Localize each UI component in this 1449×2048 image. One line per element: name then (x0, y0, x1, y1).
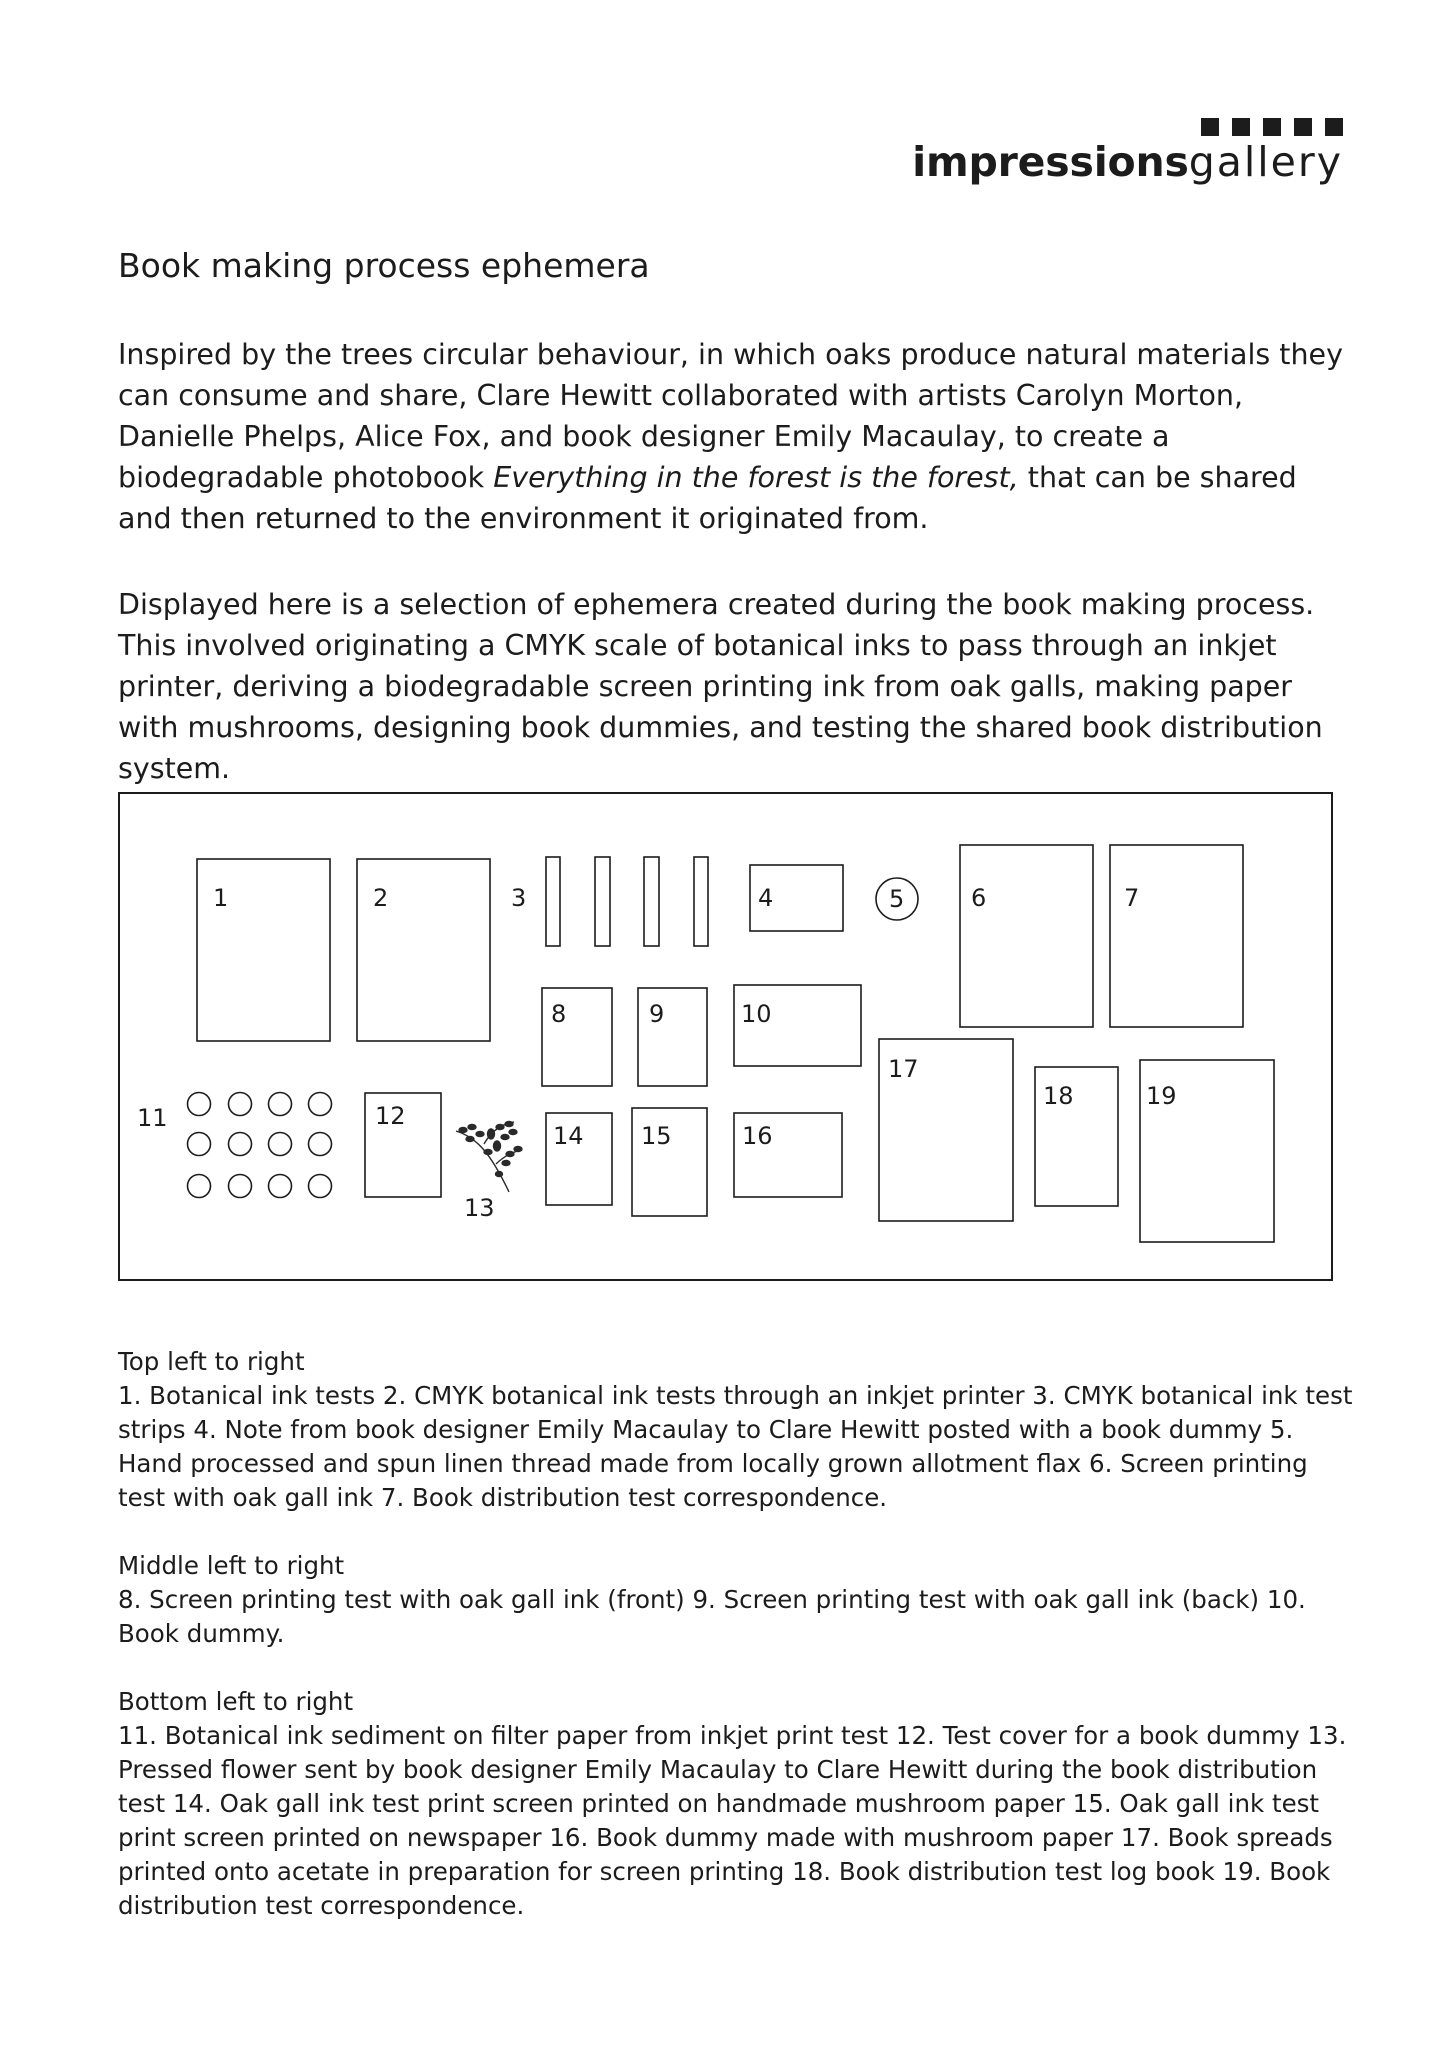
item-3-strip-a (546, 857, 560, 946)
label-17: 17 (888, 1055, 919, 1083)
label-1: 1 (213, 884, 229, 912)
caption-group-middle (118, 1549, 1358, 1651)
intro-p1-after: that can be shared and then returned to the environment it originated from. (118, 461, 1297, 535)
item-3-strip-c (644, 857, 659, 946)
caption-text: 8. Screen printing test with oak gall ink (front) 9. Screen printing test with oak gall ink (back) 10. Book dummy. (118, 1585, 1306, 1648)
page-title: Book making process ephemera (118, 246, 650, 285)
intro-p1-before: Inspired by the trees circular behaviour, in which oaks produce natural materials they can consume and share, Clare Hewitt collaborated with artists Carolyn Morton, Danielle Phelps, Alice Fox, and book designer Emily Macaulay, to create a biodegradable photobook (118, 338, 1343, 494)
label-9: 9 (649, 1000, 665, 1028)
label-8: 8 (551, 1000, 567, 1028)
label-10: 10 (741, 1000, 772, 1028)
intro-paragraph-2: Displayed here is a selection of ephemera created during the book making process. This involved originating a CMYK scale of botanical inks to pass through an inkjet printer, deriving a biodegradable screen printing ink from oak galls, making paper with mushrooms, designing book dummies, and testing the shared book distribution system. (118, 588, 1323, 785)
display-layout-diagram (118, 792, 1333, 1281)
logo-squares (1201, 118, 1343, 136)
item-3-strip-b (595, 857, 610, 946)
book-title: Everything in the forest is the forest, (493, 461, 1019, 494)
caption-text: 11. Botanical ink sediment on filter paper from inkjet print test 12. Test cover for a book dummy 13. Pressed flower sent by book designer Emily Macaulay to Clare Hewitt during the book distribution test 14. Oak gall ink test print screen printed on handmade mushroom paper 15. Oak gall ink test print screen printed on newspaper 16. Book dummy made with mushroom paper 17. Book spreads printed onto acetate in preparation for screen printing 18. Book distribution test log book 19. Book distribution test correspondence. (118, 1721, 1347, 1920)
label-7: 7 (1124, 884, 1140, 912)
label-12: 12 (375, 1102, 406, 1130)
logo-wordmark-bold: impressions (912, 138, 1189, 186)
caption-group-bottom (118, 1685, 1358, 1923)
captions (118, 1345, 1358, 1957)
label-6: 6 (971, 884, 987, 912)
caption-group-top (118, 1345, 1358, 1515)
item-13-pressed-flower-icon (456, 1122, 522, 1193)
intro-paragraph-1 (118, 334, 1358, 539)
item-6-box (960, 845, 1093, 1027)
label-19: 19 (1146, 1082, 1177, 1110)
caption-text: 1. Botanical ink tests 2. CMYK botanical ink tests through an inkjet printer 3. CMYK botanical ink test strips 4. Note from book designer Emily Macaulay to Clare Hewitt posted with a book dummy 5. Hand processed and spun linen thread made from locally grown allotment flax 6. Screen printing test with oak gall ink 7. Book distribution test correspondence. (118, 1381, 1353, 1512)
label-14: 14 (553, 1122, 584, 1150)
caption-heading: Top left to right (118, 1347, 305, 1376)
label-11: 11 (137, 1104, 168, 1132)
label-3: 3 (511, 884, 527, 912)
label-2: 2 (373, 884, 389, 912)
label-5: 5 (889, 885, 905, 913)
item-3-strip-d (694, 857, 708, 946)
logo-wordmark-light: gallery (1188, 138, 1343, 186)
item-11-circles (188, 1093, 332, 1198)
caption-heading: Middle left to right (118, 1551, 345, 1580)
label-18: 18 (1043, 1082, 1074, 1110)
caption-heading: Bottom left to right (118, 1687, 354, 1716)
label-4: 4 (758, 884, 774, 912)
label-15: 15 (641, 1122, 672, 1150)
label-13: 13 (464, 1194, 495, 1222)
logo-wordmark (912, 138, 1343, 186)
item-7-box (1110, 845, 1243, 1027)
label-16: 16 (742, 1122, 773, 1150)
